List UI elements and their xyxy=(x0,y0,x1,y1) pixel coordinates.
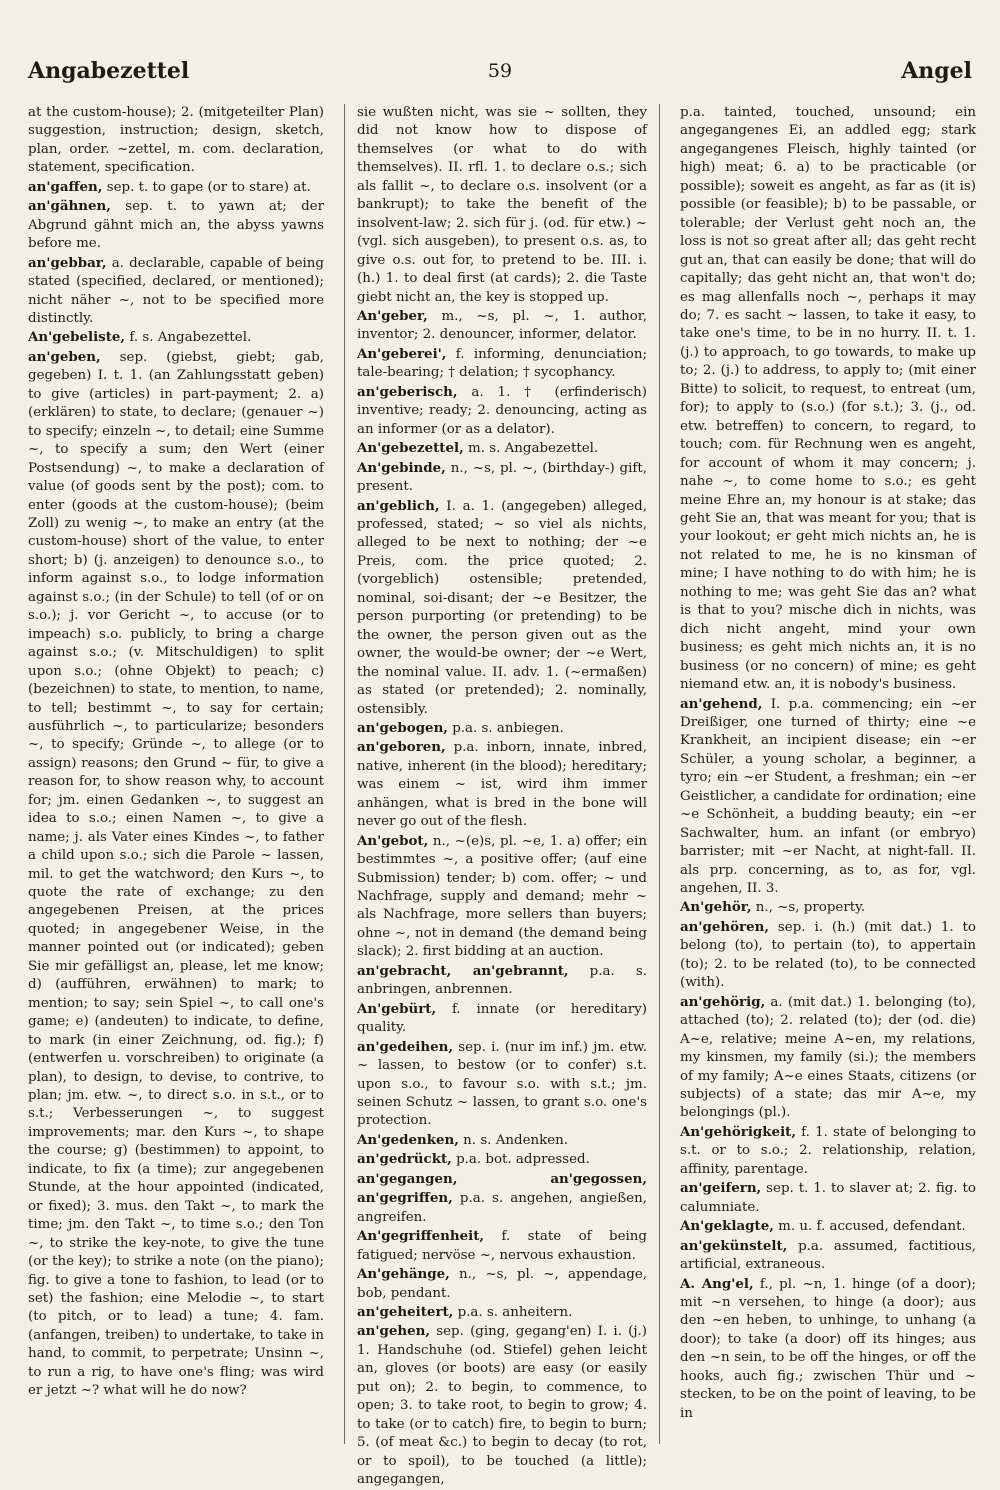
entry-definition: f. informing, denunciation; tale-bearing; † delation; † sycophancy. xyxy=(357,346,647,381)
dictionary-entry xyxy=(680,1275,976,1424)
entry-headword: An'gebürt, xyxy=(357,1000,437,1017)
dictionary-entry xyxy=(357,962,647,1000)
entry-headword: an'gehen, xyxy=(357,1323,431,1340)
dictionary-entry xyxy=(357,1150,647,1169)
running-head-right: Angel xyxy=(901,58,972,84)
entry-headword: An'geberei', xyxy=(357,345,447,362)
entry-headword: An'geber, xyxy=(357,307,428,324)
dictionary-entry xyxy=(680,993,976,1123)
entry-headword: An'gebinde, xyxy=(357,459,446,476)
entry-headword: An'gehänge, xyxy=(357,1266,450,1283)
entry-headword: An'gebot, xyxy=(357,832,429,849)
entry-definition: n., ~s, pl. ~, (birthday-) gift, present. xyxy=(357,460,647,495)
entry-headword: an'gaffen, xyxy=(28,178,103,195)
entry-headword: an'geifern, xyxy=(680,1180,762,1197)
dictionary-entry xyxy=(680,695,976,899)
dictionary-entry xyxy=(680,1237,976,1275)
entry-headword: A. Ang'el, xyxy=(680,1275,754,1292)
entry-definition: sep. (ging, gegang'en) I. i. (j.) 1. Handschuhe (od. Stiefel) gehen leicht an, gloves (or boots) are easy (or easily put on); 2. to begin, to commence, to open; 3. to take root, to begin to grow; 4. to take (or to catch) fire, to begin to burn; 5. (of meat &c.) to begin to decay (to rot, or to spoil), to be touched (a little); angegangen, xyxy=(357,1324,647,1488)
entry-headword: an'gehend, xyxy=(680,695,763,712)
dictionary-entry xyxy=(680,1123,976,1179)
entry-definition: p.a. inborn, innate, inbred, native, inherent (in the blood); hereditary; was einem ~ ist, wird ihm immer anhängen, what is bred in the bone will never go out of the flesh. xyxy=(357,740,647,830)
entry-definition: p.a. bot. adpressed. xyxy=(451,1152,590,1168)
entry-headword: an'gebracht, an'gebrannt, xyxy=(357,962,569,979)
entry-headword: An'gebeliste, xyxy=(28,329,126,346)
entry-definition: f. s. Angabezettel. xyxy=(125,330,252,346)
entry-definition: f. innate (or hereditary) quality. xyxy=(357,1001,647,1036)
dictionary-entry xyxy=(28,178,324,197)
dictionary-entry xyxy=(357,345,647,383)
dictionary-entry xyxy=(357,832,647,962)
entry-definition: p.a. assumed, factitious, artificial, extraneous. xyxy=(680,1238,976,1273)
entry-definition: sep. (giebst, giebt; gab, gegeben) I. t. 1. (an Zahlungsstatt geben) to give (articles) in part-payment; 2. a) (erklären) to state, to declare; (genauer ~) to specify; einzeln ~, to detail; eine Summe ~, to specify a sum; den Wert (einer Postsendung) ~, to make a declaration of value (of goods sent by the post); com. to enter (goods at the custom-house); (beim Zoll) zu wenig ~, to make an entry (at the custom-house) short of the value, to enter short; b) (j. anzeigen) to denounce s.o., to inform against s.o., to lodge information against s.o.; (in der Schule) to tell (of or on s.o.); j. vor Gericht ~, to accuse (or to impeach) s.o. publicly, to bring a charge against s.o.; (v. Mitschuldigen) to split upon s.o.; (ohne Objekt) to peach; c) (bezeichnen) to state, to mention, to name, to tell; bestimmt ~, to say for certain; ausführlich ~, to particularize; besonders ~, to specify; Gründe ~, to allege (or to assign) reasons; den Grund ~ für, to give a reason for, to show reason why, to account for; jm. einen Gedanken ~, to suggest an idea to s.o.; einen Namen ~, to give a name; j. als Vater eines Kindes ~, to father a child upon s.o.; sich die Parole ~ lassen, mil. to get the watchword; den Kurs ~, to quote the rate of exchange; zu den angegebenen Preisen, at the prices quoted; in angegebener Weise, in the manner pointed out (or indicated); geben Sie mir gefälligst an, please, let me know; d) (aufführen, erwähnen) to mark; to mention; to say; sein Spiel ~, to call one's game; e) (andeuten) to indicate, to define, to mark (in einer Zeichnung, od. fig.); f) (entwerfen u. vorschreiben) to originate (a plan), to design, to devise, to contrive, to plan; jm. etw. ~, to direct s.o. in s.t., or to s.t.; Verbesserungen ~, to suggest improvements; mar. den Kurs ~, to shape the course; g) (bestimmen) to appoint, to indicate, to fix (a time); zur angegebenen Stunde, at the hour appointed (indicated, or fixed); 3. mus. den Takt ~, to mark the time; jm. den Takt ~, to time s.o.; den Ton ~, to strike the key-note, to give the tune (or the key); to strike a note (on the piano); fig. to give a tone to fashion, to lead (or to set) the fashion; eine Melodie ~, to start (to pitch, or to lead) a tune; 4. fam. (anfangen, treiben) to undertake, to take in hand, to commit, to perpetrate; Unsinn ~, to run a rig, to have one's fling; was wird er jetzt ~? what will he do now? xyxy=(28,349,324,1399)
entry-definition: m., ~s, pl. ~, 1. author, inventor; 2. denouncer, informer, delator. xyxy=(357,308,647,343)
dictionary-entry xyxy=(357,1131,647,1150)
entry-definition: f. state of being fatigued; nervöse ~, nervous exhaustion. xyxy=(357,1229,647,1263)
entry-definition: n., ~(e)s, pl. ~e, 1. a) offer; ein bestimmtes ~, a positive offer; (auf eine Submission) tender; b) com. offer; ~ und Nachfrage, supply and demand; mehr ~ als Nachfrage, more sellers than buyers; ohne ~, not in demand (the demand being slack); 2. first bidding at an auction. xyxy=(357,833,647,960)
entry-definition: n. s. Andenken. xyxy=(458,1132,569,1148)
entry-headword: an'geboren, xyxy=(357,739,446,756)
entry-headword: An'gehör, xyxy=(680,899,752,916)
text-columns xyxy=(28,104,977,1488)
entry-definition: n., ~s, property. xyxy=(751,900,866,916)
dictionary-entry xyxy=(28,197,324,253)
entry-headword: an'gebbar, xyxy=(28,254,107,271)
column-left xyxy=(28,104,324,1444)
entry-definition: I. a. 1. (angegeben) alleged, professed, stated; ~ so viel als nichts, alleged to be next to nothing; der ~e Preis, com. the price quoted; 2. (vorgeblich) ostensible; pretended, nominal, soi-disant; der ~e Besitzer, the person purporting (or pretending) to be the owner, the person given out as the owner, the would-be owner; der ~e Wert, the nominal value. II. adv. 1. (~ermaßen) as stated (or pretended); 2. nominally, ostensibly. xyxy=(357,498,647,717)
dictionary-entry xyxy=(357,1038,647,1131)
entry-definition: p.a. s. anbiegen. xyxy=(447,720,564,736)
dictionary-entry xyxy=(357,1265,647,1303)
entry-definition: a. declarable, capable of being stated (specified, declared, or mentioned); nicht näher ~, not to be specified more distinctly. xyxy=(28,255,324,326)
dictionary-entry xyxy=(357,1303,647,1322)
dictionary-entry xyxy=(680,1179,976,1217)
page-header xyxy=(28,58,972,88)
entry-headword: An'gehörigkeit, xyxy=(680,1123,797,1140)
entry-headword: an'gekünstelt, xyxy=(680,1237,788,1254)
entry-headword: an'geblich, xyxy=(357,497,440,514)
entry-definition: a. (mit dat.) 1. belonging (to), attached (to); 2. related (to); der (od. die) A~e, relative; meine A~en, my relations, my kinsmen, my family (si.); the members of my family; A~e eines Staats, citizens (or subjects) of a state; das mir A~e, my belongings (pl.). xyxy=(680,994,976,1121)
entry-definition: m. s. Angabezettel. xyxy=(463,441,599,457)
entry-headword: An'gebezettel, xyxy=(357,440,464,457)
dictionary-entry xyxy=(357,104,647,307)
entry-definition: p.a. s. anbringen, anbrennen. xyxy=(357,963,647,998)
entry-definition: p.a. s. angehen, angießen, angreifen. xyxy=(357,1191,647,1225)
entry-definition: sep. i. (h.) (mit dat.) 1. to belong (to), to pertain (to), to appertain (to); 2. to be related (to), to be connected (with). xyxy=(680,919,976,991)
entry-headword: an'gedeihen, xyxy=(357,1038,454,1055)
running-head-left: Angabezettel xyxy=(28,58,190,84)
entry-headword: An'gegriffenheit, xyxy=(357,1228,485,1245)
entry-headword: an'geben, xyxy=(28,348,101,365)
entry-definition: sep. t. 1. to slaver at; 2. fig. to calumniate. xyxy=(680,1181,976,1215)
entry-definition: sie wußten nicht, was sie ~ sollten, they did not know how to dispose of themselves (or what to do with themselves). II. rfl. 1. to declare o.s.; sich als fallit ~, to declare o.s. insolvent (or a bankrupt); to take the benefit of the insolvent-law; 2. sich für j. (od. für etw.) ~ (vgl. sich ausgeben), to present o.s. as, to give o.s. out for, to pretend to be. III. i. (h.) 1. to deal first (at cards); 2. die Taste giebt nicht an, the key is stopped up. xyxy=(357,105,647,305)
dictionary-entry xyxy=(680,898,976,917)
dictionary-entry xyxy=(357,383,647,439)
entry-definition: a. 1. † (erfinderisch) inventive; ready; 2. denouncing, acting as an informer (or as a delator). xyxy=(357,384,647,437)
dictionary-entry xyxy=(28,254,324,329)
dictionary-entry xyxy=(28,104,324,178)
entry-definition: p.a. s. anheitern. xyxy=(453,1305,573,1320)
page-number: 59 xyxy=(487,60,513,82)
dictionary-entry xyxy=(357,1227,647,1265)
dictionary-entry xyxy=(680,1217,976,1236)
entry-definition: p.a. tainted, touched, unsound; ein angegangenes Ei, an addled egg; stark angegangenes Fleisch, highly tainted (or high) meat; 6. a) to be practicable (or possible); soweit es angeht, as far as (it is) possible (or feasible); b) to be passable, or tolerable; der Verlust geht noch an, the loss is not so great after all; das geht recht gut an, that can easily be done; that will do capitally; das geht nicht an, that won't do; es mag allenfalls noch ~, perhaps it may do; 7. es sacht ~ lassen, to take it easy, to take one's time, to be in no hurry. II. t. 1. (j.) to approach, to go towards, to make up to; 2. (j.) to address, to apply to; (mit einer Bitte) to solicit, to request, to entreat (um, for); to apply to (s.o.) (for s.t.); 3. (j., od. etw. betreffen) to concern, to regard, to touch; com. für Rechnung wen es angeht, for account of whom it may concern; j. nahe ~, to come home to s.o.; es geht meine Ehre an, my honour is at stake; das geht Sie an, that was meant for you; that is your lookout; er geht mich nichts an, he is not related to me, he is no kinsman of mine; I have nothing to do with him; he is nothing to me; was geht Sie das an? what is that to you? mische dich in nichts, was dich nicht angeht, mind your own business; es geht mich nichts an, it is no business (or no concern) of mine; es geht niemand etw. an, it is nobody's business. xyxy=(680,105,976,693)
entry-headword: an'geheitert, xyxy=(357,1304,454,1320)
entry-definition: sep. t. to gape (or to stare) at. xyxy=(102,179,311,195)
dictionary-entry xyxy=(357,439,647,458)
entry-definition: I. p.a. commencing; ein ~er Dreißiger, one turned of thirty; eine ~e Krankheit, an incipient disease; ein ~er Schüler, a young scholar, a beginner, a tyro; ein ~er Student, a freshman; ein ~er Geistlicher, a candidate for ordination; eine ~e Schönheit, a budding beauty; ein ~er Sachwalter, hum. an infant (or embryo) barrister; mit ~er Nacht, at night-fall. II. als prp. concerning, as to, as for, vgl. angehen, II. 3. xyxy=(680,696,977,897)
dictionary-entry xyxy=(357,1000,647,1038)
entry-definition: f., pl. ~n, 1. hinge (of a door); mit ~n versehen, to hinge (a door); aus den ~en heben, to unhinge, to unhang (a door); to take (a door) off its hinges; aus den ~n sein, to be off the hinges, or off the hooks, auch fig.; zwischen Thür und ~ stecken, to be on the point of leaving, to be in xyxy=(680,1276,976,1421)
entry-headword: an'gegangen, an'gegossen, an'gegriffen, xyxy=(357,1170,647,1207)
entry-headword: An'gedenken, xyxy=(357,1131,459,1148)
dictionary-entry xyxy=(357,497,647,719)
entry-headword: an'gähnen, xyxy=(28,198,111,215)
dictionary-entry xyxy=(680,918,976,993)
dictionary-entry xyxy=(680,104,976,695)
dictionary-entry xyxy=(28,348,324,1401)
entry-definition: f. 1. state of belonging to s.t. or to s.o.; 2. relationship, relation, affinity, parentage. xyxy=(680,1124,976,1177)
entry-headword: an'gedrückt, xyxy=(357,1151,452,1168)
entry-definition: sep. i. (nur im inf.) jm. etw. ~ lassen, to bestow (or to confer) s.t. upon s.o., to favour s.o. with s.t.; jm. seinen Schutz ~ lassen, to grant s.o. one's protection. xyxy=(357,1039,647,1129)
entry-headword: an'gehörig, xyxy=(680,993,766,1010)
entry-definition: m. u. f. accused, defendant. xyxy=(773,1219,966,1235)
dictionary-entry xyxy=(357,1322,647,1489)
entry-headword: an'gehören, xyxy=(680,918,770,935)
dictionary-entry xyxy=(28,328,324,347)
dictionary-entry xyxy=(357,738,647,831)
entry-definition: at the custom-house); 2. (mitgeteilter Plan) suggestion, instruction; design, sketch, plan, order. ~zettel, m. com. declaration, statement, specification. xyxy=(28,105,324,176)
column-middle xyxy=(344,104,660,1488)
entry-headword: an'geberisch, xyxy=(357,383,458,400)
entry-definition: sep. t. to yawn at; der Abgrund gähnt mich an, the abyss yawns before me. xyxy=(28,199,324,252)
column-right xyxy=(680,104,976,1444)
dictionary-entry xyxy=(357,459,647,497)
dictionary-entry xyxy=(357,307,647,345)
entry-definition: n., ~s, pl. ~, appendage, bob, pendant. xyxy=(357,1267,647,1301)
entry-headword: an'gebogen, xyxy=(357,719,448,736)
dictionary-entry xyxy=(357,1170,647,1227)
entry-headword: An'geklagte, xyxy=(680,1218,774,1235)
dictionary-entry xyxy=(357,719,647,738)
